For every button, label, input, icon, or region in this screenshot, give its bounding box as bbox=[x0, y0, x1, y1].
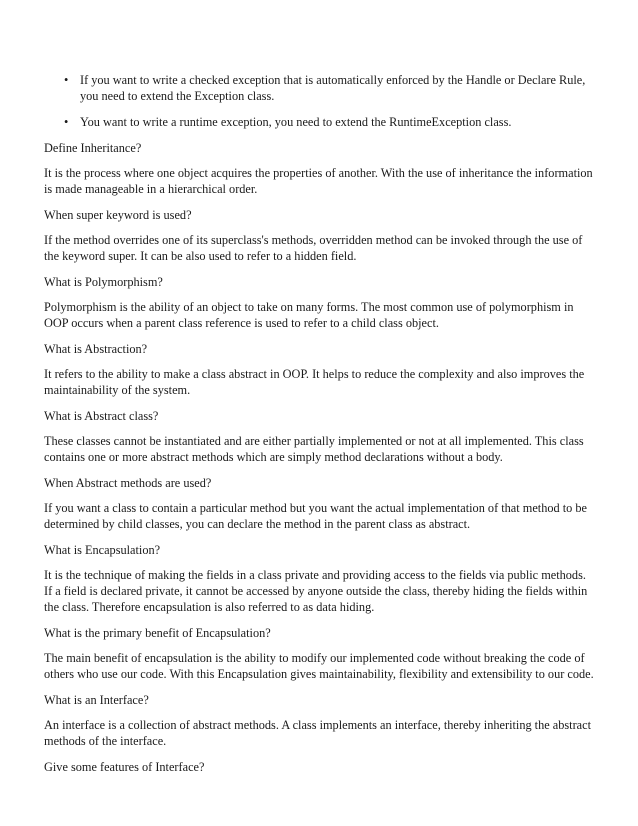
question-abstraction: What is Abstraction? bbox=[44, 342, 148, 356]
bullet-list bbox=[44, 72, 596, 130]
answer-super-keyword: If the method overrides one of its superclass's methods, overridden method can be invoked through the use of the keyword super. It can be also used to refer to a hidden field. bbox=[44, 233, 583, 263]
bullet-item: • If you want to write a checked exception that is automatically enforced by the Handle or Declare Rule, you need to extend the Exception class. bbox=[80, 72, 596, 104]
answer-encapsulation: It is the technique of making the fields in a class private and providing access to the fields via public methods. If a field is declared private, it cannot be accessed by anyone outside the class, thereby hiding the fields within the class. Therefore encapsulation is also referred to as data hiding. bbox=[44, 568, 588, 614]
answer-abstract-methods: If you want a class to contain a particular method but you want the actual implementation of that method to be determined by child classes, you can declare the method in the parent class as abstract. bbox=[44, 501, 587, 531]
answer-define-inheritance: It is the process where one object acquires the properties of another. With the use of inheritance the information is made manageable in a hierarchical order. bbox=[44, 166, 593, 196]
bullet-item: • You want to write a runtime exception, you need to extend the RuntimeException class. bbox=[80, 114, 596, 130]
answer-polymorphism: Polymorphism is the ability of an object to take on many forms. The most common use of polymorphism in OOP occurs when a parent class reference is used to refer to a child class object. bbox=[44, 300, 574, 330]
document-page bbox=[44, 72, 596, 784]
answer-encapsulation-benefit: The main benefit of encapsulation is the ability to modify our implemented code without breaking the code of others who use our code. With this Encapsulation gives maintainability, flexibility and extensibility to our code. bbox=[44, 651, 594, 681]
question-encapsulation-benefit: What is the primary benefit of Encapsulation? bbox=[44, 626, 271, 640]
question-encapsulation: What is Encapsulation? bbox=[44, 543, 161, 557]
question-interface: What is an Interface? bbox=[44, 693, 149, 707]
question-abstract-methods: When Abstract methods are used? bbox=[44, 476, 212, 490]
question-define-inheritance: Define Inheritance? bbox=[44, 141, 142, 155]
question-interface-features: Give some features of Interface? bbox=[44, 760, 205, 774]
question-polymorphism: What is Polymorphism? bbox=[44, 275, 163, 289]
question-super-keyword: When super keyword is used? bbox=[44, 208, 192, 222]
question-abstract-class: What is Abstract class? bbox=[44, 409, 159, 423]
answer-abstract-class: These classes cannot be instantiated and are either partially implemented or not at all implemented. This class contains one or more abstract methods which are simply method declarations without a body. bbox=[44, 434, 584, 464]
answer-abstraction: It refers to the ability to make a class abstract in OOP. It helps to reduce the complexity and also improves the maintainability of the system. bbox=[44, 367, 585, 397]
answer-interface: An interface is a collection of abstract methods. A class implements an interface, thereby inheriting the abstract methods of the interface. bbox=[44, 718, 592, 748]
